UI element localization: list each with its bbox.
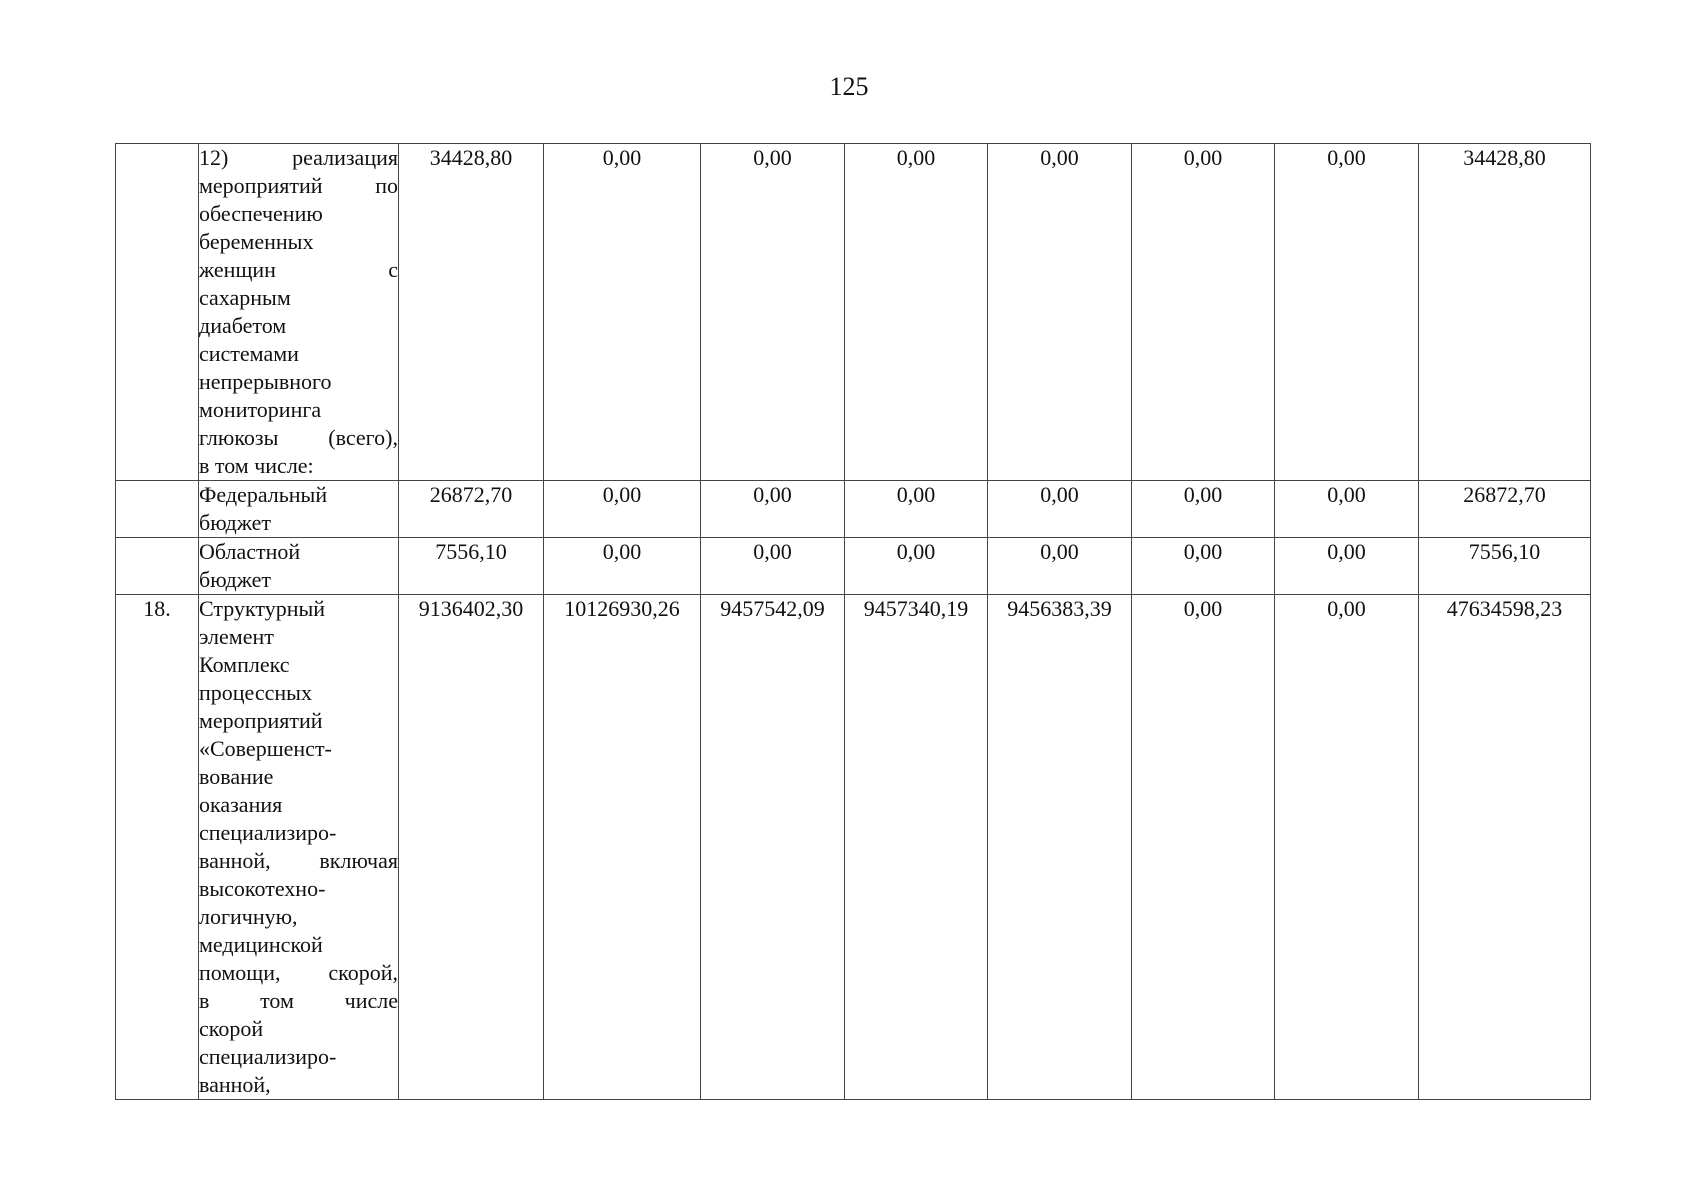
row-name-cell: [199, 595, 399, 1100]
value-cell: 7556,10: [399, 538, 544, 595]
row-name-line: скорой: [199, 1016, 264, 1041]
row-number-cell: [116, 481, 199, 538]
row-name-line: помощи, скорой,: [199, 960, 398, 985]
row-number-cell: 18.: [116, 595, 199, 1100]
row-name-line: ванной,: [199, 1072, 271, 1097]
row-name-line: элемент: [199, 624, 274, 649]
value-cell: 0,00: [845, 481, 988, 538]
row-name-line: сахарным: [199, 285, 291, 310]
budget-table: [115, 143, 1591, 1100]
row-name-line: системами: [199, 341, 299, 366]
row-name-line: ванной, включая: [199, 848, 398, 873]
row-name-line: высокотехно-: [199, 876, 326, 901]
row-name-line: Областной: [199, 539, 301, 564]
row-number-cell: [116, 538, 199, 595]
value-cell: 0,00: [701, 144, 845, 481]
value-cell: 47634598,23: [1419, 595, 1591, 1100]
value-cell: 0,00: [1132, 595, 1275, 1100]
row-name-line: вование: [199, 764, 274, 789]
value-cell: 0,00: [1275, 595, 1419, 1100]
value-cell: 26872,70: [399, 481, 544, 538]
value-cell: 0,00: [544, 481, 701, 538]
value-cell: 0,00: [1275, 481, 1419, 538]
row-name-line: бюджет: [199, 567, 271, 592]
value-cell: 0,00: [1132, 481, 1275, 538]
row-name-line: специализиро-: [199, 820, 337, 845]
value-cell: 9457340,19: [845, 595, 988, 1100]
row-name-line: мероприятий по: [199, 173, 398, 198]
value-cell: 0,00: [988, 144, 1132, 481]
row-name-line: оказания: [199, 792, 283, 817]
value-cell: 0,00: [1275, 538, 1419, 595]
value-cell: 10126930,26: [544, 595, 701, 1100]
table-row: [116, 595, 1591, 1100]
value-cell: 34428,80: [1419, 144, 1591, 481]
table-row: [116, 538, 1591, 595]
value-cell: 0,00: [845, 144, 988, 481]
value-cell: 0,00: [845, 538, 988, 595]
row-number-cell: [116, 144, 199, 481]
row-name-line: обеспечению: [199, 201, 323, 226]
value-cell: 0,00: [1132, 538, 1275, 595]
budget-table-body: [116, 144, 1591, 1100]
page-number: 125: [829, 72, 869, 101]
value-cell: 0,00: [544, 538, 701, 595]
row-name-line: беременных: [199, 229, 314, 254]
value-cell: 0,00: [701, 538, 845, 595]
row-name-line: Структурный: [199, 596, 326, 621]
value-cell: 26872,70: [1419, 481, 1591, 538]
row-name-line: 12) реализация: [199, 145, 398, 170]
value-cell: 7556,10: [1419, 538, 1591, 595]
row-name-line: непрерывного: [199, 369, 332, 394]
row-name-line: в том числе:: [199, 453, 314, 478]
table-row: [116, 481, 1591, 538]
row-name-line: женщин с: [199, 257, 398, 282]
row-name-line: «Совершенст-: [199, 736, 332, 761]
row-name-line: диабетом: [199, 313, 287, 338]
row-name-line: глюкозы (всего),: [199, 425, 398, 450]
row-name-line: Комплекс: [199, 652, 290, 677]
value-cell: 9136402,30: [399, 595, 544, 1100]
value-cell: 0,00: [988, 481, 1132, 538]
value-cell: 0,00: [544, 144, 701, 481]
row-name-line: мероприятий: [199, 708, 323, 733]
value-cell: 0,00: [1275, 144, 1419, 481]
row-name-line: Федеральный: [199, 482, 328, 507]
value-cell: 0,00: [1132, 144, 1275, 481]
row-name-cell: [199, 538, 399, 595]
row-name-line: мониторинга: [199, 397, 322, 422]
row-name-line: специализиро-: [199, 1044, 337, 1069]
value-cell: 0,00: [701, 481, 845, 538]
value-cell: 34428,80: [399, 144, 544, 481]
row-name-line: логичную,: [199, 904, 298, 929]
row-name-line: медицинской: [199, 932, 323, 957]
row-name-line: бюджет: [199, 510, 271, 535]
row-name-line: в том числе: [199, 988, 398, 1013]
value-cell: 9456383,39: [988, 595, 1132, 1100]
row-name-cell: [199, 144, 399, 481]
table-row: [116, 144, 1591, 481]
row-name-line: процессных: [199, 680, 312, 705]
value-cell: 0,00: [988, 538, 1132, 595]
value-cell: 9457542,09: [701, 595, 845, 1100]
row-name-cell: [199, 481, 399, 538]
